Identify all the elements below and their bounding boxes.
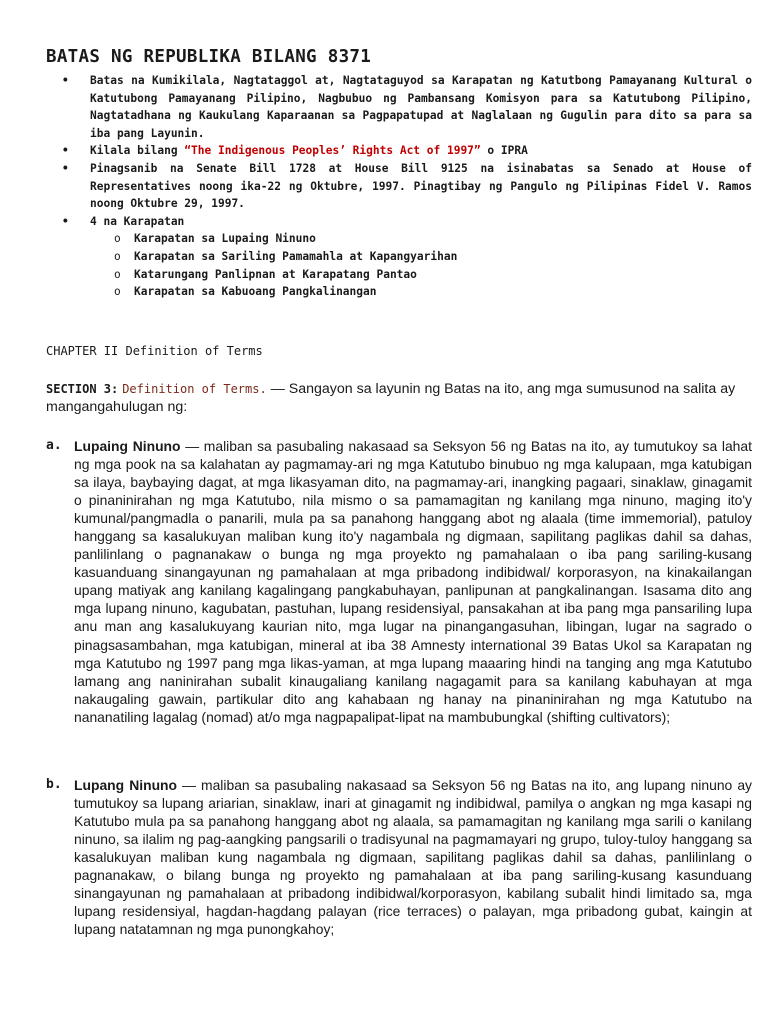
page-title: BATAS NG REPUBLIKA BILANG 8371: [46, 47, 372, 67]
definition-term: Lupaing Ninuno: [74, 438, 181, 454]
bullet-item-senate-bill: [62, 160, 752, 213]
section-title: Definition of Terms.: [122, 382, 267, 396]
bullet-list: [62, 72, 752, 301]
rights-item-text: Katarungang Panlipnan at Karapatang Pantao: [134, 267, 417, 281]
bullet-dot: •: [62, 214, 69, 228]
rights-sub-item: [62, 230, 752, 248]
bullet-item-ipra: [62, 142, 752, 160]
rights-sub-item: [62, 283, 752, 301]
bullet-text-post: o IPRA: [480, 144, 528, 158]
bullet-dot: •: [62, 144, 69, 158]
section-intro: [46, 380, 752, 417]
sub-bullet-marker: o: [114, 267, 121, 281]
section-text: — Sangayon sa layunin ng Batas na ito, ang mga sumusunod na salita ay mangangahulugan ng:: [46, 381, 736, 416]
definition-letter: a.: [46, 438, 62, 453]
section-label: SECTION 3:: [46, 382, 119, 396]
bullet-text: Pinagsanib na Senate Bill 1728 at House Bill 9125 na isinabatas sa Senado at House of Representatives noong ika-22 ng Oktubre, 1997. Pinagtibay ng Pangulo ng Pilipinas Fidel V. Ramos noong Oktubre 29, 1997.: [90, 161, 752, 211]
rights-item-text: Karapatan sa Sariling Pamamahla at Kapangyarihan: [134, 249, 458, 263]
definition-letter: b.: [46, 777, 62, 792]
rights-sub-item: [62, 266, 752, 284]
definition-item-lupaing-ninuno: [46, 437, 752, 726]
bullet-item-rights: [62, 213, 752, 231]
sub-bullet-marker: o: [114, 249, 121, 263]
bullet-item-description: [62, 72, 752, 142]
sub-bullet-marker: o: [114, 232, 121, 246]
definition-item-lupang-ninuno: [46, 776, 752, 938]
sub-bullet-marker: o: [114, 285, 121, 299]
definition-text: — maliban sa pasubaling nakasaad sa Seksyon 56 ng Batas na ito, ay tumutukoy sa lahat ng mga pook na sa kalahatan ay pagmamay-ari ng mga Katutubo binubuo ng mga kalupaan, mga katubigan sa ilaya, baybaying dagat, at mga likasyaman dito, na pagmamay-ari, inangking pagaari, sinaklaw, ginagamit o pinaninirahan ng mga Katutubo, nila mismo o sa pamamagitan ng kanilang mga ninuno, maging ito'y kumunal/pangmadla o panarili, mula pa sa panahong hanggang abot ng alaala (time immemorial), patuloy hanggang sa kasalukuyan maliban kung ito'y nagambala ng digmaan, sapilitang paglikas dahil sa dahas, panlilinlang o pagnanakaw o bunga ng mga proyekto ng pamahalaan o iba pang sariling-kusang kasuanduang sinangayunan ng pamahalaan at mga pribadong indibidwal/ korporasyon, na kinakailangan upang matiyak ang kanilang kagalingang pangkabuhayan, panlipunan at pangkalinangan. Isasama dito ang mga lupang ninuno, kagubatan, pastuhan, lupang residensiyal, pansakahan at iba pang mga pansariling lupa anu man ang kasalukuyang kaurian nito, mga lugar na pinangangasuhan, libingan, lugar na sagrado o pinagsasambahan, mga katubigan, mineral at iba 38 Amnesty international 39 Batas Ukol sa Karapatan ng mga Katutubo ng 1997 pang mga likas-yaman, at mga lupang maaaring hindi na tanging ang mga Katutubo lamang ang naninirahan subalit kinaugaliang kanilang nagagamit para sa kanilang kabuhayan at mga nakaugaling gawain, partikular dito ang kahabaan ng hanay na pinaninirahan ng mga Katutubo na nananatiling lagalag (nomad) at/o mga nagpapalipat-lipat na mambubungkal (shifting cultivators);: [74, 438, 752, 725]
bullet-text-pre: Kilala bilang: [90, 144, 185, 158]
ipra-highlight: “The Indigenous Peoples’ Rights Act of 1997”: [184, 144, 481, 158]
rights-item-text: Karapatan sa Kabuoang Pangkalinangan: [134, 285, 377, 299]
bullet-dot: •: [62, 74, 69, 87]
definition-term: Lupang Ninuno: [74, 777, 178, 793]
rights-item-text: Karapatan sa Lupaing Ninuno: [134, 232, 316, 246]
definition-text: — maliban sa pasubaling nakasaad sa Seksyon 56 ng Batas na ito, ang lupang ninuno ay tumutukoy sa lupang ariarian, sinaklaw, inari at ginagamit ng indibidwal, pamilya o angkan ng mga kasapi ng Katutubo mula pa sa panahong hanggang abot ng alaala, sa pamamagitan ng kanilang mga sarili o kanilang ninuno, sa ilalim ng pag-aangking pangsarili o tradisyunal na pagmamayari ng grupo, tuloy-tuloy hanggang sa kasalukuyan maliban kung nagambala ng digmaan, sapilitang paglikas dahil sa dahas, panlilinlang o pagnanakaw, o bilang bunga ng proyekto ng pamahalaan at iba pang sariling-kusang kasunduang sinangayunan ng pamahalaan at pribadong indibidwal/korporasyon, kabilang subalit hindi limitado sa, mga lupang residensiyal, hagdan-hagdang palayan (rice terraces) o palayan, mga pribadong gubat, kaingin at lupang natatamnan ng mga punongkahoy;: [74, 777, 752, 938]
rights-sub-item: [62, 248, 752, 266]
chapter-heading: CHAPTER II Definition of Terms: [46, 344, 263, 358]
bullet-text: Batas na Kumikilala, Nagtataggol at, Nagtataguyod sa Karapatan ng Katutbong Pamayanang Kultural o Katutubong Pamayanang Pilipino, Nagbubuo ng Pambansang Komisyon para sa Katutubong Pilipino, Nagtatadhana ng Kaukulang Kaparaanan sa Pagpapatupad at Naglalaan ng Gugulin para dito sa para sa iba pang Layunin.: [90, 74, 752, 140]
bullet-text: 4 na Karapatan: [90, 214, 185, 228]
bullet-dot: •: [62, 161, 69, 175]
